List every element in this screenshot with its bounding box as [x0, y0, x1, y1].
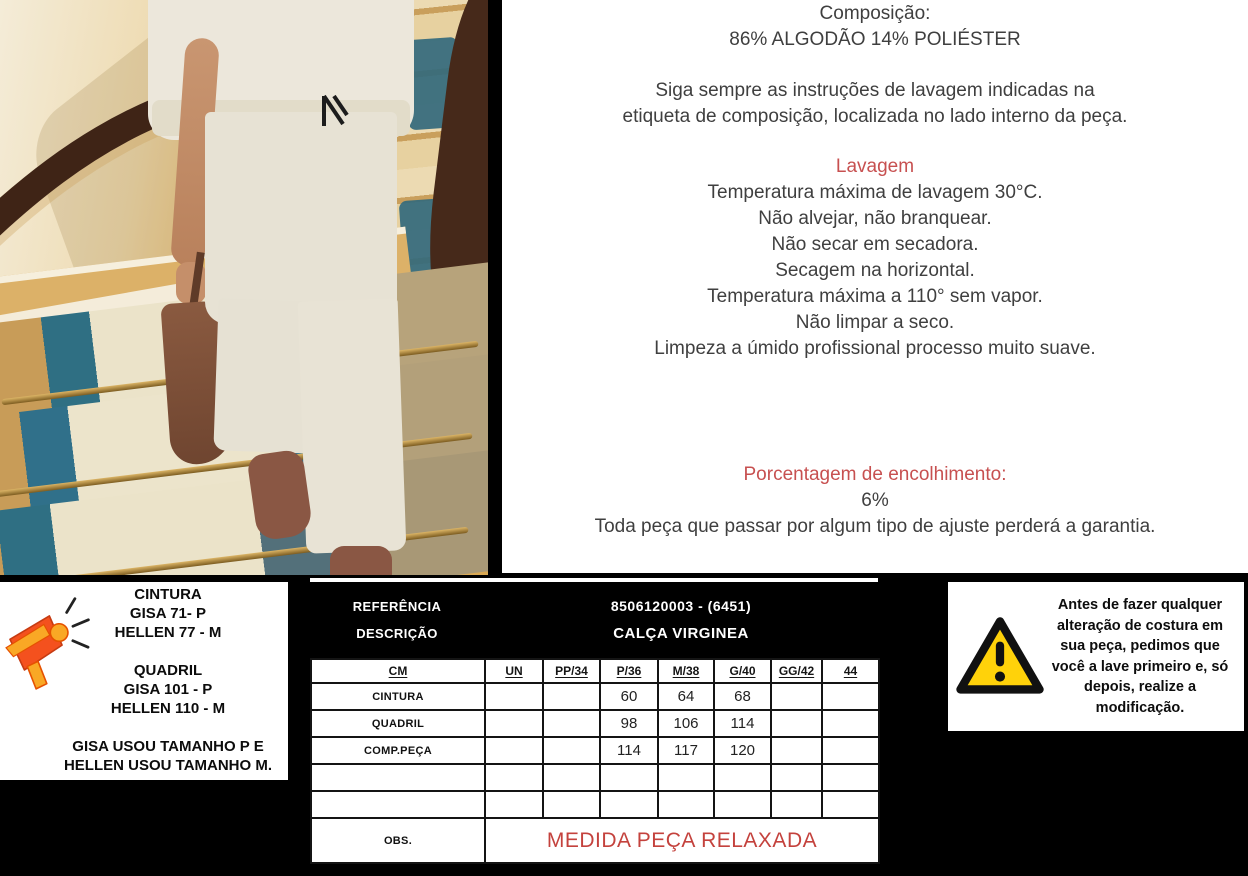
measurement-line	[52, 642, 284, 661]
size-cell	[771, 710, 822, 737]
measurement-line	[52, 718, 284, 737]
washing-line: Limpeza a úmido profissional processo muito suave.	[654, 338, 1096, 359]
size-cell	[822, 737, 879, 764]
washing-line: Não secar em secadora.	[771, 234, 979, 255]
size-cell	[771, 764, 822, 791]
washing-line: Não alvejar, não branquear.	[758, 208, 992, 229]
measurements-box	[0, 582, 288, 780]
size-cell	[543, 791, 600, 818]
size-cell	[600, 791, 658, 818]
shrinkage-title: Porcentagem de encolhimento:	[743, 464, 1007, 485]
washing-line: Temperatura máxima de lavagem 30°C.	[707, 182, 1043, 203]
warning-triangle-icon	[954, 614, 1046, 699]
obs-label: OBS.	[311, 818, 485, 863]
size-cell: 114	[600, 737, 658, 764]
size-cell: 114	[714, 710, 771, 737]
size-cell	[822, 764, 879, 791]
pant-leg	[298, 298, 407, 553]
composition-title: Composição:	[819, 3, 931, 24]
measurement-line: HELLEN 110 - M	[110, 700, 226, 717]
size-cell: 120	[714, 737, 771, 764]
size-row-label	[311, 764, 485, 791]
size-row	[311, 791, 879, 818]
size-cell	[822, 791, 879, 818]
washing-line: Secagem na horizontal.	[775, 260, 975, 281]
size-cell: 98	[600, 710, 658, 737]
washing-line: Temperatura máxima a 110° sem vapor.	[707, 286, 1043, 307]
model-pants	[205, 112, 397, 324]
size-cell	[714, 764, 771, 791]
size-row-label: QUADRIL	[311, 710, 485, 737]
table-black-header	[310, 582, 878, 658]
size-cell	[714, 791, 771, 818]
composition-value: 86% ALGODÃO 14% POLIÉSTER	[729, 29, 1021, 50]
brown-shoe	[246, 449, 313, 542]
size-row-label: COMP.PEÇA	[311, 737, 485, 764]
brand-logo-n	[320, 92, 350, 128]
model-measurements-text	[52, 585, 284, 775]
size-column-header: PP/34	[543, 659, 600, 683]
size-row-label: CINTURA	[311, 683, 485, 710]
size-cell: 68	[714, 683, 771, 710]
size-table	[310, 578, 878, 876]
description-label: DESCRIÇÃO	[356, 626, 438, 641]
size-cell	[485, 737, 543, 764]
size-cell	[485, 683, 543, 710]
warranty-note: Toda peça que passar por algum tipo de ajuste perderá a garantia.	[594, 516, 1156, 537]
size-column-header: P/36	[600, 659, 658, 683]
size-row	[311, 764, 879, 791]
size-column-header: M/38	[658, 659, 714, 683]
measurement-line: CINTURA	[134, 586, 202, 603]
size-cell	[822, 710, 879, 737]
measurement-line: HELLEN 77 - M	[114, 624, 222, 641]
shrinkage-value: 6%	[861, 490, 889, 511]
size-row	[311, 710, 879, 737]
measurement-line: GISA 101 - P	[123, 681, 213, 698]
measurement-line: QUADRIL	[133, 662, 203, 679]
alteration-notice	[948, 582, 1244, 731]
size-column-header: UN	[485, 659, 543, 683]
size-column-header: G/40	[714, 659, 771, 683]
size-cell	[771, 683, 822, 710]
measurement-line: GISA USOU TAMANHO P E	[72, 738, 264, 755]
size-cell	[771, 737, 822, 764]
size-column-header: GG/42	[771, 659, 822, 683]
care-instruction-line: etiqueta de composição, localizada no lado interno da peça.	[622, 106, 1128, 127]
description-value: CALÇA VIRGINEA	[613, 625, 749, 642]
size-cell: 60	[600, 683, 658, 710]
size-cell	[485, 764, 543, 791]
size-cell	[543, 737, 600, 764]
size-column-header: 44	[822, 659, 879, 683]
size-columns-row	[311, 659, 879, 683]
size-cell	[771, 791, 822, 818]
measurement-line: HELLEN USOU TAMANHO M.	[63, 757, 273, 774]
size-cell	[485, 710, 543, 737]
measurement-line: GISA 71- P	[129, 605, 207, 622]
reference-label: REFERÊNCIA	[352, 598, 442, 614]
size-row	[311, 737, 879, 764]
size-cell	[658, 764, 714, 791]
alteration-notice-text: Antes de fazer qualquer alteração de costura em sua peça, pedimos que você a lave primeiro e, só depois, realize a modificação.	[1051, 597, 1229, 716]
brown-shoe	[330, 546, 392, 575]
washing-title: Lavagem	[835, 156, 915, 177]
size-cell: 106	[658, 710, 714, 737]
size-cell	[543, 683, 600, 710]
size-cell	[543, 710, 600, 737]
washing-line: Não limpar a seco.	[795, 312, 955, 333]
care-instruction-line: Siga sempre as instruções de lavagem indicadas na	[655, 80, 1095, 101]
size-cell: 64	[658, 683, 714, 710]
size-cell	[600, 764, 658, 791]
size-cell	[822, 683, 879, 710]
size-cell	[658, 791, 714, 818]
size-cell	[543, 764, 600, 791]
obs-row	[311, 818, 879, 863]
size-column-header: CM	[311, 659, 485, 683]
size-grid	[310, 658, 880, 864]
size-cell: 117	[658, 737, 714, 764]
size-row-label	[311, 791, 485, 818]
size-row	[311, 683, 879, 710]
obs-value: MEDIDA PEÇA RELAXADA	[485, 818, 879, 863]
product-photo	[0, 0, 488, 575]
reference-value: 8506120003 - (6451)	[610, 598, 752, 614]
size-cell	[485, 791, 543, 818]
care-panel	[502, 0, 1248, 573]
